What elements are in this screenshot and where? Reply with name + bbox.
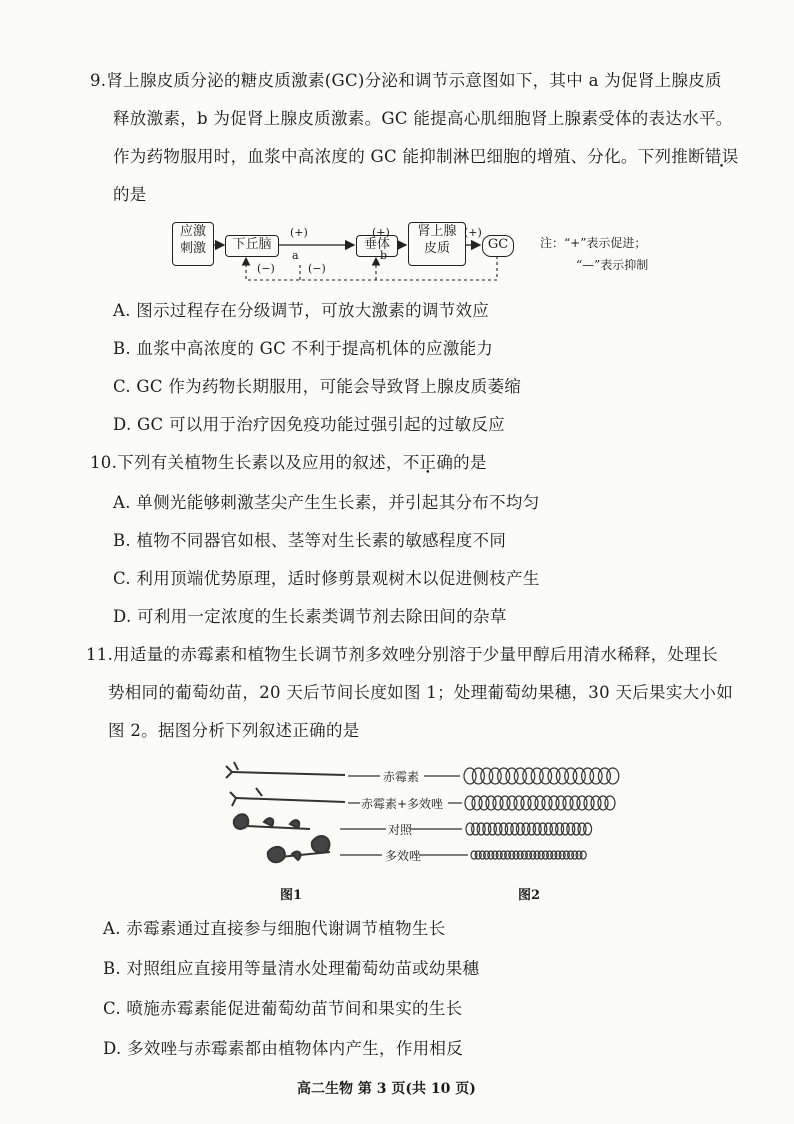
seedling-control [234, 814, 310, 829]
label-gibberellin: 赤霉素 [383, 770, 420, 784]
q10-option-b: B. 植物不同器官如根、茎等对生长素的敏感程度不同 [113, 531, 507, 550]
pituitary-box: 垂体 [356, 235, 398, 257]
diagram-note-1: 注：“+”表示促进； [540, 236, 647, 250]
q9-line-1: 9.肾上腺皮质分泌的糖皮质激素(GC)分泌和调节示意图如下，其中 a 为促肾上腺皮质 [90, 71, 722, 90]
q11-option-d: D. 多效唑与赤霉素都由植物体内产生，作用相反 [103, 1039, 464, 1058]
minus-label-1: (−) [257, 262, 275, 275]
q9-option-b: B. 血浆中高浓度的 GC 不利于提高机体的应激能力 [113, 339, 494, 358]
stimulus-text-1: 应激 [179, 224, 206, 239]
adrenal-text-1: 肾上腺 [417, 224, 457, 239]
figure-2-caption: 图2 [518, 888, 541, 903]
hypothalamus-box: 下丘脑 [225, 235, 279, 257]
adrenal-text-2: 皮质 [423, 241, 450, 256]
q9-line-2: 释放激素，b 为促肾上腺皮质激素。GC 能提高心肌细胞肾上腺素受体的表达水平。 [113, 109, 733, 128]
q9-emphasis: 错误 [704, 147, 739, 166]
q11-line-2: 势相同的葡萄幼苗，20 天后节间长度如图 1；处理葡萄幼果穗，30 天后果实大小如 [108, 683, 734, 702]
minus-label-2: (−) [308, 262, 326, 275]
label-paclobutrazol: 多效唑 [385, 849, 422, 863]
plus-label-3: (+) [464, 226, 482, 239]
fruit-3 [580, 851, 586, 859]
q9-option-d: D. GC 可以用于治疗因免疫功能过强引起的过敏反应 [113, 415, 505, 434]
q10-option-d: D. 可利用一定浓度的生长素类调节剂去除田间的杂草 [113, 607, 507, 626]
seedling-paclobutrazol [268, 836, 330, 862]
q9-option-c: C. GC 作为药物长期服用，可能会导致肾上腺皮质萎缩 [113, 377, 522, 396]
fruit-chains [464, 768, 619, 859]
q10-stem-post: 的是 [453, 453, 487, 472]
plus-label-1: (+) [290, 226, 308, 239]
q11-option-b: B. 对照组应直接用等量清水处理葡萄幼苗或幼果穗 [103, 959, 480, 978]
label-b: b [380, 249, 388, 262]
q11-option-c: C. 喷施赤霉素能促进葡萄幼苗节间和果实的生长 [103, 999, 463, 1018]
label-control: 对照 [388, 823, 413, 837]
leader-lines-right [410, 776, 468, 855]
q10-stem-pre: 10.下列有关植物生长素以及应用的叙述， [90, 453, 403, 472]
stimulus-text-2: 刺激 [179, 241, 206, 256]
seedling-gibberellin [226, 762, 345, 778]
q11-line-3: 图 2。据图分析下列叙述正确的是 [108, 721, 360, 740]
q9-option-a: A. 图示过程存在分级调节，可放大激素的调节效应 [113, 301, 490, 320]
q9-line-4: 的是 [113, 185, 147, 204]
seedling-gibberellin-paclobutrazol [230, 788, 345, 806]
q10-option-c: C. 利用顶端优势原理，适时修剪景观树木以促进侧枝产生 [113, 569, 540, 588]
plus-label-2: (+) [372, 226, 390, 239]
figure-1-caption: 图1 [280, 888, 303, 903]
label-a: a [292, 249, 299, 262]
page-footer: 高二生物 第 3 页(共 10 页) [297, 1081, 476, 1097]
fruit-1 [605, 796, 615, 810]
q11-option-a: A. 赤霉素通过直接参与细胞代谢调节植物生长 [103, 919, 446, 938]
gc-box: GC [482, 235, 514, 257]
q10-option-a: A. 单侧光能够刺激茎尖产生生长素，并引起其分布不均匀 [113, 493, 540, 512]
label-gibberellin-paclobutrazol: 赤霉素+多效唑 [361, 797, 444, 811]
fruit-2 [584, 823, 592, 835]
fruit-0 [607, 768, 619, 784]
q10-emphasis: 不正确 [402, 453, 454, 472]
q11-line-1: 11.用适量的赤霉素和植物生长调节剂多效唑分别溶于少量甲醇后用清水稀释，处理长 [86, 645, 718, 664]
diagram-note-2: “—”表示抑制 [576, 258, 649, 272]
q9-line-3-text: 作为药物服用时，血浆中高浓度的 GC 能抑制淋巴细胞的增殖、分化。下列推断 [113, 147, 705, 166]
leader-lines-left [340, 776, 386, 855]
